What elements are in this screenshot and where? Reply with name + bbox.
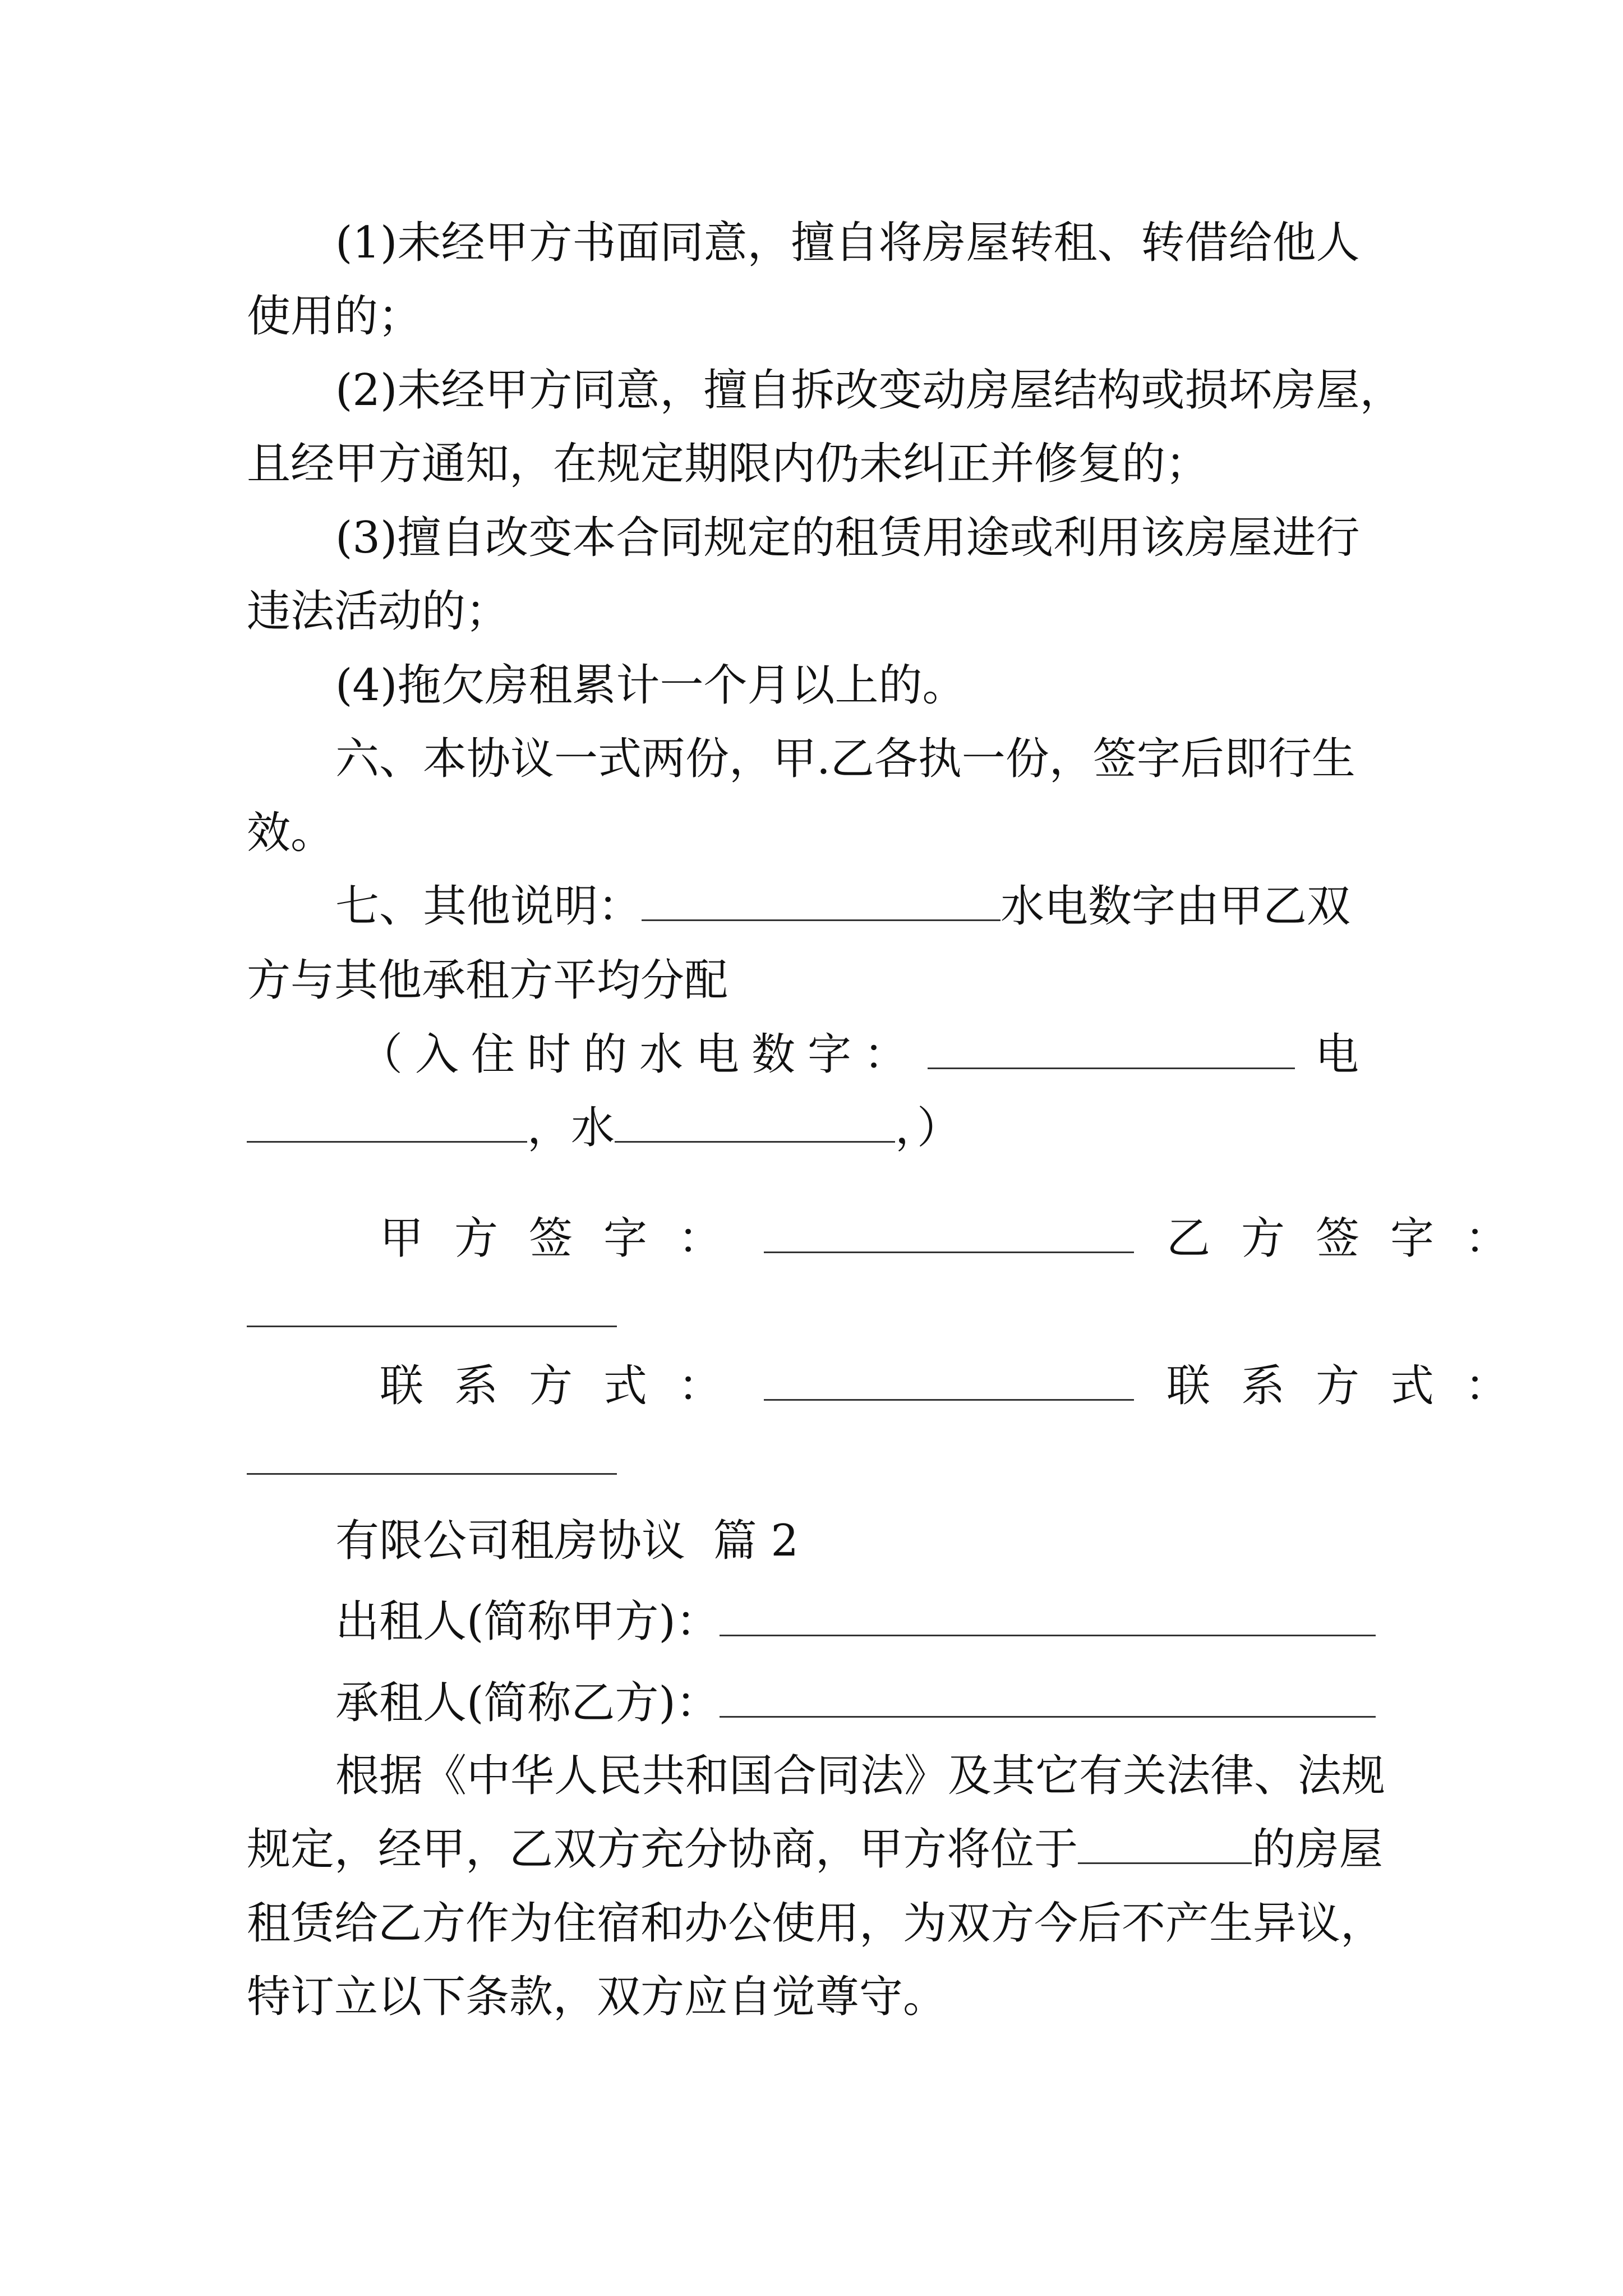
meter-reading-line-2 — [247, 1100, 961, 1156]
party-b-contact-label: 联系方式： — [1166, 1361, 1540, 1411]
other-notes-blank[interactable] — [642, 882, 1000, 921]
property-location-blank[interactable] — [1078, 1825, 1252, 1864]
clause-1-line-1: (1)未经甲方书面同意，擅自将房屋转租、转借给他人 — [335, 218, 1360, 268]
lessor-line — [335, 1594, 1376, 1650]
party-a-signature-blank[interactable] — [764, 1214, 1134, 1253]
section-2-title: 有限公司租房协议 篇 2 — [335, 1516, 799, 1566]
meter-reading-line-1 — [359, 1027, 1359, 1083]
meter-reading-label: （入住时的水电数字： — [359, 1029, 920, 1080]
intro-line-2 — [247, 1821, 1383, 1878]
article-7-text: 水电数字由甲乙双 — [1000, 881, 1351, 932]
party-a-contact-label: 联系方式： — [380, 1361, 753, 1411]
water-label: ，水 — [527, 1103, 615, 1153]
contact-line — [380, 1358, 1539, 1414]
party-a-signature-label: 甲方签字： — [380, 1213, 753, 1264]
party-b-signature-label: 乙方签字： — [1166, 1213, 1540, 1264]
article-6-line-2: 效。 — [247, 808, 335, 858]
clause-2-line-2: 且经甲方通知，在规定期限内仍未纠正并修复的； — [247, 439, 1210, 489]
lessee-blank[interactable] — [720, 1679, 1376, 1718]
party-b-signature-blank[interactable] — [247, 1289, 617, 1327]
clause-2-line-1: (2)未经甲方同意，擅自拆改变动房屋结构或损坏房屋， — [335, 365, 1404, 416]
clause-3-line-1: (3)擅自改变本合同规定的租赁用途或利用该房屋进行 — [335, 513, 1360, 563]
meter-close: ，） — [895, 1103, 961, 1153]
intro-line-1: 根据《中华人民共和国合同法》及其它有关法律、法规 — [335, 1751, 1386, 1801]
intro-text-2: 的房屋 — [1252, 1824, 1384, 1875]
intro-line-3: 租赁给乙方作为住宿和办公使用，为双方今后不产生异议， — [247, 1898, 1385, 1949]
article-7-label: 七、其他说明： — [335, 881, 642, 932]
lessee-label: 承租人(简称乙方)： — [335, 1678, 720, 1728]
party-b-signature-line — [247, 1285, 617, 1341]
article-7-line-1 — [335, 878, 1350, 935]
electricity-blank[interactable] — [247, 1104, 527, 1143]
party-b-contact-line — [247, 1432, 617, 1488]
article-7-line-2: 方与其他承租方平均分配 — [247, 955, 728, 1006]
clause-1-line-2: 使用的； — [247, 291, 422, 342]
signature-line — [380, 1211, 1539, 1267]
electricity-label: 电 — [1315, 1029, 1359, 1080]
intro-text-1: 规定，经甲，乙双方充分协商，甲方将位于 — [247, 1824, 1078, 1875]
meter-reading-blank[interactable] — [928, 1030, 1295, 1069]
party-b-contact-blank[interactable] — [247, 1436, 617, 1475]
lessor-label: 出租人(简称甲方)： — [335, 1596, 720, 1647]
intro-line-4: 特订立以下条款，双方应自觉尊守。 — [247, 1972, 947, 2022]
lessee-line — [335, 1675, 1376, 1731]
clause-3-line-2: 违法活动的； — [247, 586, 510, 637]
article-6-line-1: 六、本协议一式两份，甲.乙各执一份，签字后即行生 — [335, 734, 1355, 784]
party-a-contact-blank[interactable] — [764, 1362, 1134, 1401]
water-blank[interactable] — [615, 1104, 895, 1143]
lessor-blank[interactable] — [720, 1598, 1376, 1636]
clause-4: (4)拖欠房租累计一个月以上的。 — [335, 660, 966, 711]
